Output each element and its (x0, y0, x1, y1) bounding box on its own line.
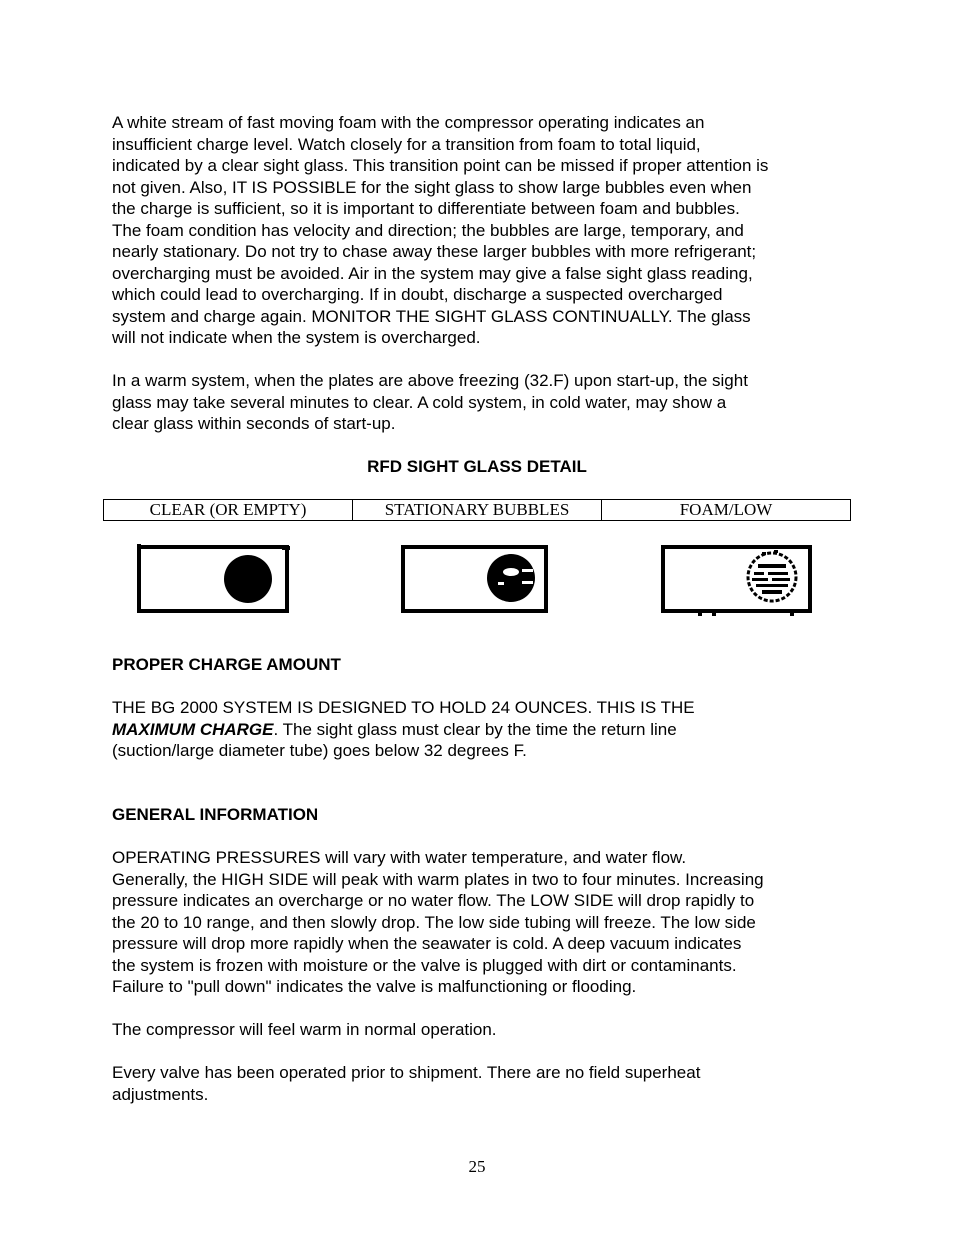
foam-paragraph: A white stream of fast moving foam with the compressor operating indicates an insufficient charge level. Watch closely for a transition from foam to total liquid, indicated by a clear sight glass. This transition point can be missed if proper attention is not given. Also, IT IS POSSIBLE for the sight glass to show large bubbles even when the charge is sufficient, so it is important to differentiate between foam and bubbles. The foam condition has velocity and direction; the bubbles are large, temporary, and nearly stationary. Do not try to chase away these larger bubbles with more refrigerant; overcharging must be avoided. Air in the system may give a false sight glass reading, which could lead to overcharging. If in doubt, discharge a suspected overcharged system and charge again. MONITOR THE SIGHT GLASS CONTINUALLY. The glass will not indicate when the system is overcharged. (112, 113, 769, 347)
operating-pressures-paragraph: OPERATING PRESSURES will vary with water temperature, and water flow. Generally, the HIGH SIDE will peak with warm plates in two to four minutes. Increasing pressure indicates an overcharge or no water flow. The LOW SIDE will drop rapidly to the 20 to 10 range, and then slowly drop. The low side tubing will freeze. The low side pressure will drop more rapidly when the seawater is cold. A deep vacuum indicates the system is frozen with moisture or the valve is plugged with dirt or contaminants. Failure to "pull down" indicates the valve is malfunctioning or flooding. (112, 848, 764, 996)
maximum-charge-emphasis: MAXIMUM CHARGE (112, 719, 274, 739)
charge-line-2: . The sight glass must clear by the time the return line (273, 719, 677, 739)
proper-charge-paragraph (112, 697, 852, 762)
sight-glass-table (103, 499, 851, 521)
page-number: 25 (468, 1157, 486, 1176)
warm-system-paragraph: In a warm system, when the plates are above freezing (32.F) upon start-up, the sight glass may take several minutes to clear. A cold system, in cold water, may show a clear glass within seconds of start-up. (112, 371, 748, 433)
column-foam-low: FOAM/LOW (602, 500, 851, 521)
sight-glass-title: RFD SIGHT GLASS DETAIL (367, 457, 587, 476)
valve-paragraph: Every valve has been operated prior to shipment. There are no field superheat adjustments. (112, 1063, 701, 1104)
proper-charge-heading: PROPER CHARGE AMOUNT (112, 655, 341, 674)
clear-sight-glass-icon (136, 542, 292, 616)
column-clear: CLEAR (OR EMPTY) (104, 500, 353, 521)
stationary-bubbles-sight-glass-icon (398, 542, 552, 616)
foam-low-sight-glass-icon (658, 542, 816, 618)
compressor-paragraph: The compressor will feel warm in normal operation. (112, 1020, 497, 1039)
charge-line-3: (suction/large diameter tube) goes below 32 degrees F. (112, 741, 527, 760)
column-stationary-bubbles: STATIONARY BUBBLES (353, 500, 602, 521)
general-information-heading: GENERAL INFORMATION (112, 805, 319, 824)
charge-line-1: THE BG 2000 SYSTEM IS DESIGNED TO HOLD 24 OUNCES. THIS IS THE (112, 698, 695, 717)
